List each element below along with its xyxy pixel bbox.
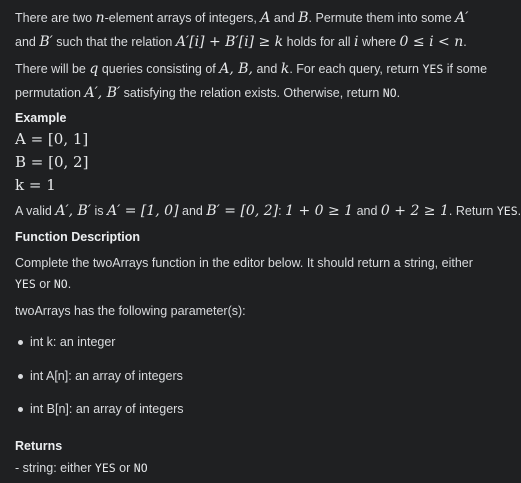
text: and <box>273 11 295 25</box>
math-B: B <box>298 10 309 26</box>
text: permutation <box>15 86 82 100</box>
text: or <box>39 277 51 291</box>
math-A-prime: A′ <box>455 10 469 26</box>
param-item: int B[n]: an array of integers <box>30 402 184 416</box>
text: or <box>119 461 131 475</box>
example-valid-line <box>15 202 521 220</box>
math-vars: A′, B′ <box>84 85 121 101</box>
function-description-line-2 <box>15 275 71 293</box>
text: holds for all <box>286 35 351 49</box>
queries-line-1 <box>15 60 487 78</box>
text: and <box>15 35 36 49</box>
text: is <box>94 204 104 218</box>
returns-heading: Returns <box>15 439 63 453</box>
math-vars: A′, B′ <box>55 203 91 219</box>
intro-line-1 <box>15 9 468 27</box>
text: satisfying the relation exists. Otherwise, return <box>123 86 380 100</box>
text: : <box>278 204 282 218</box>
text: . Return <box>448 204 494 218</box>
code-no: NO <box>382 86 397 100</box>
text: . <box>396 86 401 100</box>
text: - string: either <box>15 461 92 475</box>
math-B-prime: B′ = [0, 2] <box>206 203 279 219</box>
example-eq-A: A = [0, 1] <box>15 130 89 148</box>
math-vars: A, B, <box>219 61 253 77</box>
text: and <box>356 204 378 218</box>
code-no: NO <box>133 461 148 475</box>
text: queries consisting of <box>101 62 216 76</box>
function-description-line-1: Complete the twoArrays function in the editor below. It should return a string, either <box>15 256 473 270</box>
code-yes: YES <box>94 461 116 475</box>
code-yes: YES <box>422 62 444 76</box>
math-condition: 0 ≤ i < n <box>399 34 464 50</box>
text: . For each query, return <box>289 62 419 76</box>
math-n: n <box>95 10 105 26</box>
example-eq-k: k = 1 <box>15 176 56 194</box>
function-description-heading: Function Description <box>15 230 140 244</box>
math-k: k <box>280 61 290 77</box>
bullet-icon <box>18 374 23 379</box>
code-no: NO <box>53 277 68 291</box>
text: . <box>517 204 521 218</box>
returns-line <box>15 459 148 477</box>
param-item: int k: an integer <box>30 335 116 349</box>
text: There will be <box>15 62 86 76</box>
bullet-icon <box>18 407 23 412</box>
math-eq2: 0 + 2 ≥ 1 <box>380 203 449 219</box>
example-heading: Example <box>15 111 67 125</box>
text: . <box>67 277 72 291</box>
params-intro: twoArrays has the following parameter(s): <box>15 304 246 318</box>
code-yes: YES <box>496 204 518 218</box>
math-eq1: 1 + 0 ≥ 1 <box>285 203 354 219</box>
math-relation: A′[i] + B′[i] ≥ k <box>175 34 284 50</box>
text: and <box>182 204 203 218</box>
math-q: q <box>89 61 99 77</box>
example-eq-B: B = [0, 2] <box>15 153 89 171</box>
text: A valid <box>15 204 52 218</box>
code-yes: YES <box>15 277 36 291</box>
math-i: i <box>354 34 359 50</box>
text: where <box>362 35 397 49</box>
param-item: int A[n]: an array of integers <box>30 369 183 383</box>
bullet-icon <box>18 340 23 345</box>
text: if some <box>446 62 488 76</box>
text: and <box>256 62 278 76</box>
math-B-prime: B′ <box>39 34 53 50</box>
intro-line-2 <box>15 33 467 51</box>
text: . <box>463 35 467 49</box>
math-A-prime: A′ = [1, 0] <box>106 203 179 219</box>
text: There are two <box>15 11 93 25</box>
text: . Permute them into some <box>308 11 452 25</box>
math-A: A <box>260 10 271 26</box>
text: such that the relation <box>56 35 173 49</box>
text: -element arrays of integers, <box>104 11 257 25</box>
queries-line-2 <box>15 84 400 102</box>
